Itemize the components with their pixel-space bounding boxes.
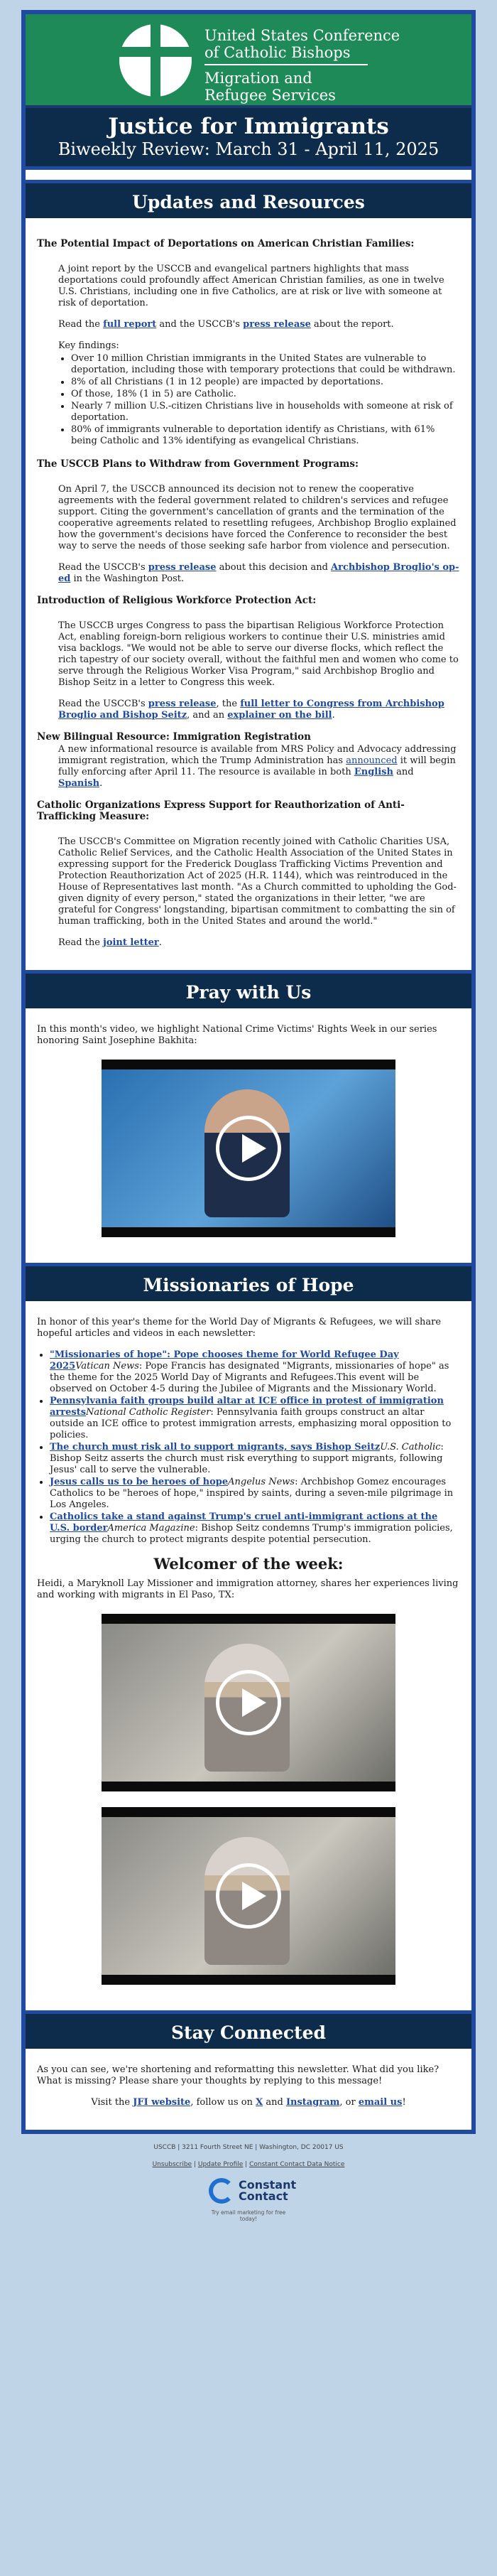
full-report-link[interactable]: full report	[103, 319, 157, 330]
announced-link[interactable]: announced	[346, 755, 398, 766]
article-paragraph: A new informational resource is available from MRS Policy and Advocacy addressing immigrant registration, which the Trump Administration has announced it will begin fully enforcing after April 11. The resource is available in both English and Spanish.	[58, 744, 457, 789]
bill-explainer-link[interactable]: explainer on the bill	[227, 710, 332, 721]
footer	[0, 2134, 497, 2221]
articles-list	[37, 1349, 460, 1546]
press-release-link[interactable]: press release	[148, 699, 217, 709]
list-item: • Pennsylvania faith groups build altar at ICE office in protest of immigration arrestsNational Catholic Register: Pennsylvania faith groups construct an altar outside an ICE office to protest immigration arrests, emphasizing moral opposition to policies.	[50, 1396, 460, 1441]
unsubscribe-link[interactable]: Unsubscribe	[152, 2161, 192, 2168]
article-paragraph: A joint report by the USCCB and evangelical partners highlights that mass deportations could profoundly affect American Christian families, as one in twelve U.S. Christians, including one in five Catholics, are at risk or live with someone at risk of deportation.	[58, 264, 444, 308]
org-dept-line2: Refugee Services	[204, 87, 336, 104]
org-name-line1: United States Conference	[204, 27, 400, 44]
spanish-resource-link[interactable]: Spanish	[58, 778, 100, 789]
article-title: New Bilingual Resource: Immigration Registration	[37, 731, 311, 743]
list-item: • "Missionaries of hope": Pope chooses theme for World Refugee Day 2025Vatican News: Pope Francis has designated "Migrants, missionaries of hope" as the theme for the 2025 World Day of Migrants and Refugees.This event will be observed on October 4-5 during the Jubilee of Migrants and the Missionary World.	[50, 1349, 460, 1395]
updates-content	[26, 218, 471, 970]
article-read-line: Read the USCCB's press release, the full letter to Congress from Archbishop Broglio and Bishop Seitz, and an explainer on the bill.	[58, 699, 444, 721]
jfi-website-link[interactable]: JFI website	[133, 2097, 191, 2108]
list-item: • Nearly 7 million U.S.-citizen Christians live in households with someone at risk of deportation.	[71, 401, 460, 424]
list-item: • Jesus calls us to be heroes of hopeAngelus News: Archbishop Gomez encourages Catholics to be "heroes of hope," inspired by saints, during a seven-mile pilgrimage in Los Angeles.	[50, 1477, 460, 1511]
missionaries-content	[26, 1301, 471, 2010]
article-read-line: Read the joint letter.	[58, 937, 162, 948]
org-divider	[204, 64, 368, 65]
article-link[interactable]: Catholics take a stand against Trump's cruel anti-immigrant actions at the U.S. border	[50, 1511, 438, 1534]
constant-contact-logo-icon	[209, 2178, 234, 2204]
prayer-video[interactable]	[102, 1060, 395, 1237]
welcomer-heading: Welcomer of the week:	[153, 1555, 344, 1573]
article-body	[37, 620, 460, 721]
welcomer-paragraph: Heidi, a Maryknoll Lay Missioner and immigration attorney, shares her experiences living and working with migrants in El Paso, TX:	[37, 1578, 459, 1600]
newsletter-container	[21, 10, 476, 2134]
list-item: • Over 10 million Christian immigrants in the United States are vulnerable to deportation, including those with temporary protections that could be withdrawn.	[71, 353, 460, 376]
logo-cross-vertical	[151, 24, 160, 97]
article-paragraph: On April 7, the USCCB announced its decision not to renew the cooperative agreements with the federal government related to children's services and refugee support. Citing the government's cancellation of grants and the termination of the cooperative agreements related to resettling refugees, Archbishop Broglio explained how the government's decisions have forced the Conference to reconsider the best way to serve the needs of those seeking safe harbor from violence and persecution.	[58, 484, 457, 551]
play-icon[interactable]	[216, 1116, 281, 1181]
article-title: Introduction of Religious Workforce Protection Act:	[37, 595, 317, 606]
constant-contact-wordmark: Constant Contact	[239, 2178, 297, 2203]
connected-paragraph: As you can see, we're shortening and reformatting this newsletter. What did you like? What is missing? Please share your thoughts by replying to this message!	[37, 2064, 439, 2086]
footer-links: Unsubscribe | Update Profile | Constant Contact Data Notice	[152, 2161, 345, 2168]
footer-address: USCCB | 3211 Fourth Street NE | Washington, DC 20017 US	[153, 2144, 344, 2151]
english-resource-link[interactable]: English	[354, 767, 393, 777]
constant-contact-tagline: Try email marketing for free today!	[211, 2209, 286, 2222]
x-link[interactable]: X	[256, 2097, 263, 2108]
section-heading-pray: Pray with Us	[26, 970, 471, 1008]
org-name	[204, 27, 400, 61]
joint-letter-link[interactable]: joint letter	[103, 937, 159, 948]
section-heading-connected: Stay Connected	[26, 2010, 471, 2049]
title-band	[26, 108, 471, 170]
article-body	[37, 744, 460, 789]
header-banner	[26, 14, 471, 108]
play-icon[interactable]	[216, 1670, 281, 1735]
list-item: • Of those, 18% (1 in 5) are Catholic.	[71, 389, 460, 400]
connected-content	[26, 2049, 471, 2130]
article-body	[37, 484, 460, 585]
section-heading-updates: Updates and Resources	[26, 180, 471, 218]
article-body	[37, 264, 460, 447]
org-department	[204, 70, 336, 104]
list-item: • The church must risk all to support migrants, says Bishop SeitzU.S. Catholic: Bishop Seitz asserts the church must risk everything to support migrants, following Jesus' call to serve the vulnerable.	[50, 1442, 460, 1476]
press-release-link[interactable]: press release	[243, 319, 311, 330]
article-link[interactable]: "Missionaries of hope": Pope chooses theme for World Refugee Day 2025	[50, 1349, 399, 1371]
pray-content	[26, 1008, 471, 1263]
logo-cross-horizontal	[119, 47, 192, 57]
article-read-line: Read the USCCB's press release about this decision and Archbishop Broglio's op-ed in the Washington Post.	[58, 562, 459, 584]
letter-to-congress-link[interactable]: full letter to Congress from Archbishop Broglio and Bishop Seitz	[58, 699, 444, 721]
newsletter-subtitle: Biweekly Review: March 31 - April 11, 2025	[58, 139, 439, 159]
key-findings-label: Key findings:	[58, 340, 119, 351]
list-item: • 80% of immigrants vulnerable to deportation identify as Christians, with 61% being Catholic and 13% identifying as evangelical Christians.	[71, 424, 460, 447]
org-name-line2: of Catholic Bishops	[204, 44, 351, 61]
constant-contact-badge[interactable]	[206, 2178, 297, 2222]
data-notice-link[interactable]: Constant Contact Data Notice	[249, 2161, 345, 2168]
article-title: Catholic Organizations Express Support for Reauthorization of Anti-Trafficking Measure:	[37, 799, 405, 822]
welcomer-video-1[interactable]	[102, 1614, 395, 1791]
connected-visit-line: Visit the JFI website, follow us on X and Instagram, or email us!	[91, 2097, 406, 2108]
newsletter-title: Justice for Immigrants	[108, 114, 389, 139]
article-read-line: Read the full report and the USCCB's press release about the report.	[58, 319, 394, 330]
missionaries-intro: In honor of this year's theme for the World Day of Migrants & Refugees, we will share hopeful articles and videos in each newsletter:	[37, 1317, 442, 1339]
pray-paragraph: In this month's video, we highlight National Crime Victims' Rights Week in our series honoring Saint Josephine Bakhita:	[37, 1024, 437, 1046]
article-paragraph: The USCCB's Committee on Migration recently joined with Catholic Charities USA, Catholic Relief Services, and the Catholic Health Association of the United States in expressing support for the Frederick Douglass Trafficking Victims Prevention and Protection Reauthorization Act of 2025 (H.R. 1144), which was reintroduced in the House of Representatives last month. "As a Church committed to upholding the God-given dignity of every person," stated the organizations in their letter, "we are grateful for Congress' longstanding, bipartisan commitment to combatting the sin of human trafficking, both in the United States and around the world."	[58, 836, 457, 927]
email-us-link[interactable]: email us	[358, 2097, 403, 2108]
instagram-link[interactable]: Instagram	[285, 2097, 340, 2108]
list-item: • 8% of all Christians (1 in 12 people) are impacted by deportations.	[71, 377, 460, 388]
list-item: • Catholics take a stand against Trump's cruel anti-immigrant actions at the U.S. borderAmerica Magazine: Bishop Seitz condemns Trump's immigration policies, urging the church to protect migrants despite potential persecution.	[50, 1511, 460, 1546]
welcomer-video-2[interactable]	[102, 1807, 395, 1985]
update-profile-link[interactable]: Update Profile	[197, 2161, 244, 2168]
press-release-link[interactable]: press release	[148, 562, 217, 573]
article-link[interactable]: Jesus calls us to be heroes of hope	[50, 1477, 229, 1487]
article-title: The USCCB Plans to Withdraw from Government Programs:	[37, 458, 359, 470]
article-title: The Potential Impact of Deportations on American Christian Families:	[37, 238, 415, 249]
play-icon[interactable]	[216, 1863, 281, 1929]
org-dept-line1: Migration and	[204, 70, 312, 87]
broglio-op-ed-link[interactable]: Archbishop Broglio's op-ed	[58, 562, 459, 584]
section-heading-missionaries: Missionaries of Hope	[26, 1263, 471, 1301]
article-link[interactable]: Pennsylvania faith groups build altar at ICE office in protest of immigration arrests	[50, 1396, 444, 1418]
article-body	[37, 836, 460, 949]
key-findings-list	[58, 353, 460, 447]
article-link[interactable]: The church must risk all to support migrants, says Bishop Seitz	[50, 1442, 381, 1453]
article-paragraph: The USCCB urges Congress to pass the bipartisan Religious Workforce Protection Act, enabling foreign-born religious workers to continue their U.S. ministries amid visa backlogs. "We would not be able to serve our diverse flocks, which reflect the rich tapestry of our society overall, without the faithful men and women who come to serve through the Religious Worker Visa Program," said Archbishop Broglio and Bishop Seitz in a letter to Congress this week.	[58, 620, 459, 688]
